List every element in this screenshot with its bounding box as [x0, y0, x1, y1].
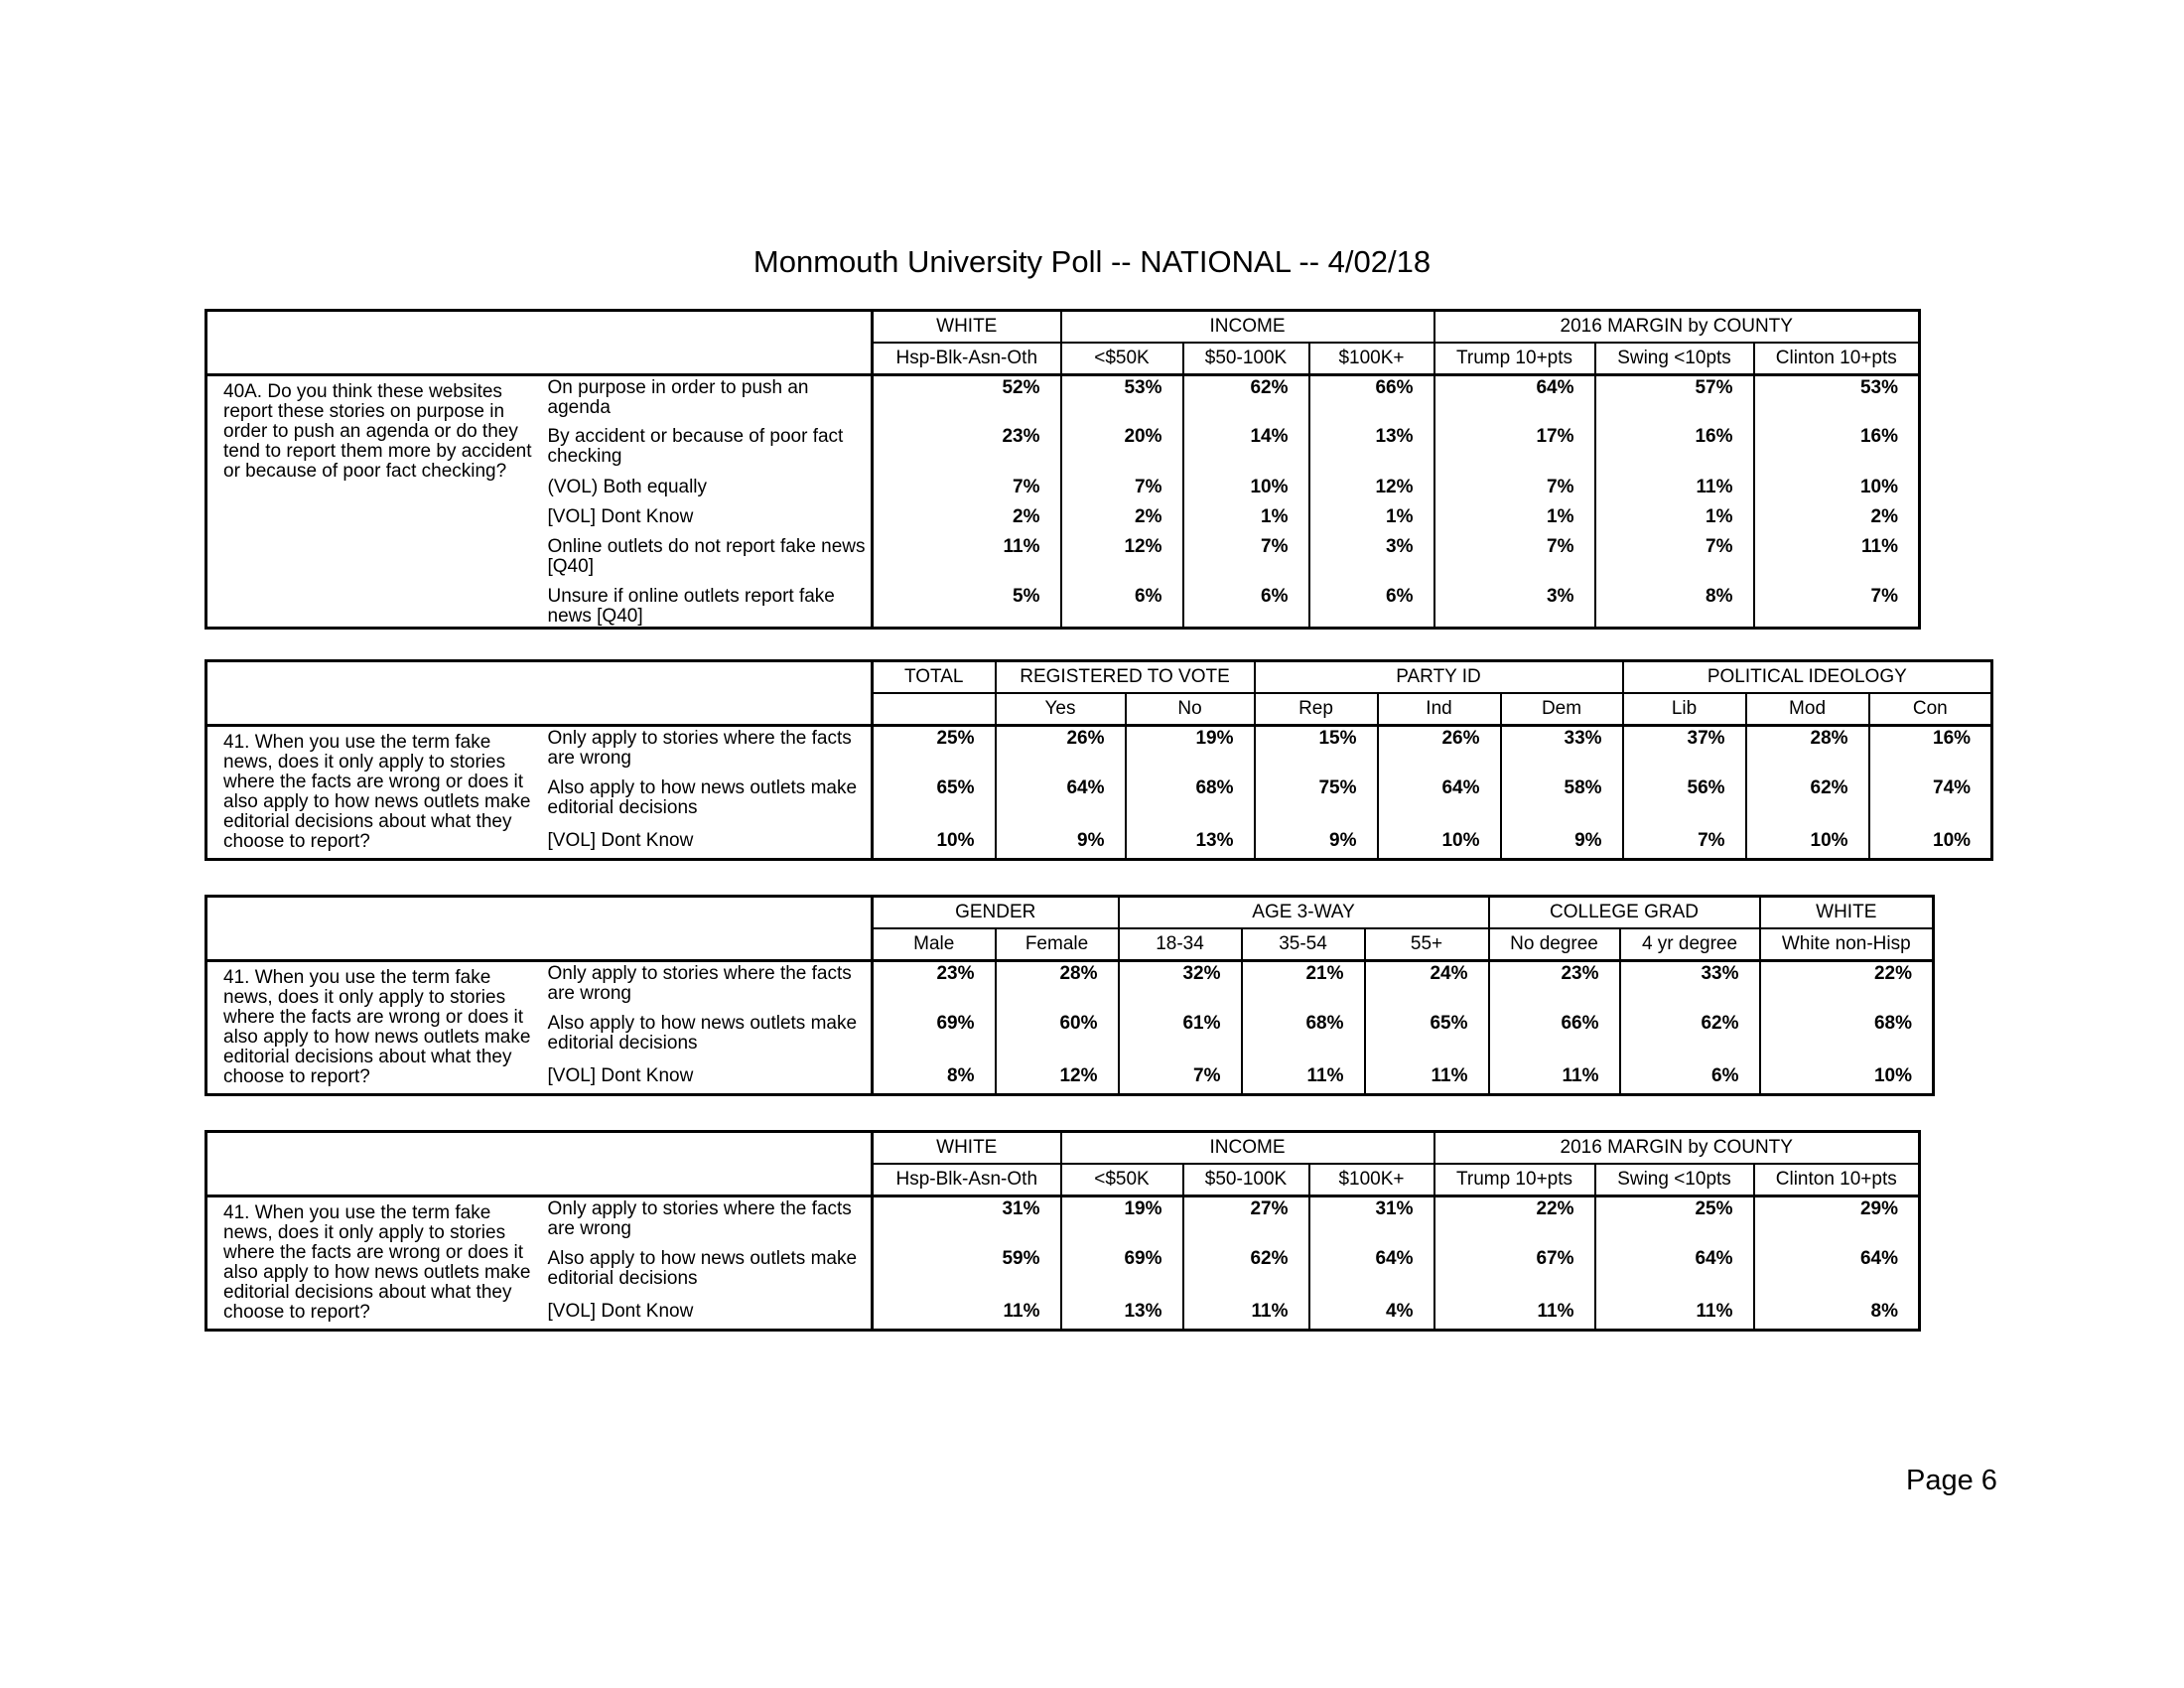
group-header: TOTAL	[873, 661, 996, 694]
value-cell: 10%	[1760, 1064, 1934, 1095]
value-cell: 8%	[873, 1064, 996, 1095]
value-cell: 13%	[1126, 829, 1255, 860]
group-header: INCOME	[1061, 311, 1434, 344]
column-header: <$50K	[1061, 343, 1183, 375]
value-cell: 62%	[1183, 1247, 1309, 1300]
value-cell: 7%	[1119, 1064, 1242, 1095]
value-cell: 10%	[873, 829, 996, 860]
response-option: By accident or because of poor fact checking	[547, 425, 844, 467]
value-cell: 22%	[1434, 1196, 1595, 1248]
value-cell: 62%	[1746, 776, 1869, 829]
table-row	[206, 1196, 1920, 1248]
value-cell: 1%	[1183, 505, 1309, 535]
question-text: 40A. Do you think these websites report these stories on purpose in order to push an agenda or do they tend to report them more by accident or because of poor fact checking?	[223, 381, 532, 482]
value-cell: 7%	[1061, 476, 1183, 505]
value-cell: 28%	[996, 961, 1119, 1013]
value-cell: 75%	[1255, 776, 1378, 829]
value-cell: 66%	[1489, 1012, 1620, 1064]
response-option: Also apply to how news outlets make editorial decisions	[547, 777, 858, 819]
value-cell: 11%	[1489, 1064, 1620, 1095]
value-cell: 64%	[1378, 776, 1501, 829]
value-cell: 1%	[1434, 505, 1595, 535]
group-header-row	[206, 311, 1920, 344]
column-header: Lib	[1623, 693, 1746, 726]
value-cell: 7%	[1434, 535, 1595, 585]
value-cell: 19%	[1061, 1196, 1183, 1248]
value-cell: 9%	[996, 829, 1126, 860]
value-cell: 25%	[873, 726, 996, 777]
value-cell: 7%	[1183, 535, 1309, 585]
column-header: Dem	[1501, 693, 1623, 726]
value-cell: 60%	[996, 1012, 1119, 1064]
value-cell: 56%	[1623, 776, 1746, 829]
value-cell: 6%	[1183, 585, 1309, 629]
value-cell: 1%	[1309, 505, 1434, 535]
value-cell: 29%	[1754, 1196, 1920, 1248]
column-header: No degree	[1489, 928, 1620, 961]
value-cell: 13%	[1061, 1300, 1183, 1331]
response-option: [VOL] Dont Know	[547, 829, 694, 851]
column-header: Swing <10pts	[1595, 1164, 1754, 1196]
value-cell: 19%	[1126, 726, 1255, 777]
column-header: 35-54	[1242, 928, 1365, 961]
response-option: (VOL) Both equally	[547, 476, 708, 497]
value-cell: 68%	[1242, 1012, 1365, 1064]
value-cell: 21%	[1242, 961, 1365, 1013]
value-cell: 11%	[1242, 1064, 1365, 1095]
group-header: AGE 3-WAY	[1119, 897, 1489, 929]
value-cell: 6%	[1309, 585, 1434, 629]
value-cell: 23%	[1489, 961, 1620, 1013]
value-cell: 33%	[1501, 726, 1623, 777]
value-cell: 32%	[1119, 961, 1242, 1013]
column-header: 55+	[1365, 928, 1489, 961]
value-cell: 6%	[1620, 1064, 1760, 1095]
column-header: Con	[1869, 693, 1992, 726]
value-cell: 6%	[1061, 585, 1183, 629]
response-option: [VOL] Dont Know	[547, 1300, 694, 1322]
value-cell: 62%	[1620, 1012, 1760, 1064]
value-cell: 13%	[1309, 425, 1434, 476]
group-header: 2016 MARGIN by COUNTY	[1434, 1132, 1920, 1165]
value-cell: 62%	[1183, 375, 1309, 425]
response-option: Only apply to stories where the facts are wrong	[547, 1198, 852, 1239]
value-cell: 25%	[1595, 1196, 1754, 1248]
column-header: $50-100K	[1183, 1164, 1309, 1196]
value-cell: 15%	[1255, 726, 1378, 777]
value-cell: 11%	[1434, 1300, 1595, 1331]
value-cell: 7%	[1434, 476, 1595, 505]
response-option: On purpose in order to push an agenda	[547, 377, 809, 418]
value-cell: 8%	[1595, 585, 1754, 629]
value-cell: 59%	[873, 1247, 1061, 1300]
group-header: REGISTERED TO VOTE	[996, 661, 1255, 694]
header-blank-cell	[206, 311, 873, 375]
column-header: Hsp-Blk-Asn-Oth	[873, 343, 1061, 375]
column-header: Male	[873, 928, 996, 961]
value-cell: 17%	[1434, 425, 1595, 476]
crosstab-table-4	[205, 1130, 1921, 1332]
column-header: Swing <10pts	[1595, 343, 1754, 375]
value-cell: 11%	[1595, 1300, 1754, 1331]
question-text: 41. When you use the term fake news, does it only apply to stories where the facts are wrong or does it also apply to how news outlets make editorial decisions about what they choose to report?	[223, 732, 531, 852]
value-cell: 11%	[1595, 476, 1754, 505]
value-cell: 52%	[873, 375, 1061, 425]
value-cell: 64%	[1434, 375, 1595, 425]
question-text: 41. When you use the term fake news, does it only apply to stories where the facts are wrong or does it also apply to how news outlets make editorial decisions about what they choose to report?	[223, 1202, 531, 1323]
column-header: Clinton 10+pts	[1754, 343, 1920, 375]
column-header: Hsp-Blk-Asn-Oth	[873, 1164, 1061, 1196]
column-header: $100K+	[1309, 343, 1434, 375]
column-header: White non-Hisp	[1760, 928, 1934, 961]
value-cell: 65%	[1365, 1012, 1489, 1064]
value-cell: 66%	[1309, 375, 1434, 425]
value-cell: 22%	[1760, 961, 1934, 1013]
value-cell: 64%	[1754, 1247, 1920, 1300]
value-cell: 9%	[1501, 829, 1623, 860]
value-cell: 7%	[1595, 535, 1754, 585]
value-cell: 68%	[1126, 776, 1255, 829]
value-cell: 16%	[1595, 425, 1754, 476]
column-header: Female	[996, 928, 1119, 961]
value-cell: 10%	[1746, 829, 1869, 860]
group-header: GENDER	[873, 897, 1119, 929]
column-header	[873, 693, 996, 726]
value-cell: 53%	[1754, 375, 1920, 425]
value-cell: 11%	[1365, 1064, 1489, 1095]
value-cell: 5%	[873, 585, 1061, 629]
value-cell: 16%	[1754, 425, 1920, 476]
value-cell: 10%	[1378, 829, 1501, 860]
value-cell: 61%	[1119, 1012, 1242, 1064]
value-cell: 31%	[1309, 1196, 1434, 1248]
value-cell: 65%	[873, 776, 996, 829]
value-cell: 7%	[873, 476, 1061, 505]
table-row	[206, 726, 1992, 777]
value-cell: 11%	[1183, 1300, 1309, 1331]
value-cell: 3%	[1309, 535, 1434, 585]
group-header: INCOME	[1061, 1132, 1434, 1165]
column-header: 4 yr degree	[1620, 928, 1760, 961]
value-cell: 12%	[1061, 535, 1183, 585]
value-cell: 37%	[1623, 726, 1746, 777]
column-header: Rep	[1255, 693, 1378, 726]
value-cell: 57%	[1595, 375, 1754, 425]
value-cell: 10%	[1754, 476, 1920, 505]
response-option: [VOL] Dont Know	[547, 505, 694, 527]
value-cell: 69%	[1061, 1247, 1183, 1300]
value-cell: 33%	[1620, 961, 1760, 1013]
value-cell: 11%	[873, 1300, 1061, 1331]
column-header: Mod	[1746, 693, 1869, 726]
value-cell: 27%	[1183, 1196, 1309, 1248]
value-cell: 69%	[873, 1012, 996, 1064]
value-cell: 16%	[1869, 726, 1992, 777]
value-cell: 11%	[1754, 535, 1920, 585]
group-header: WHITE	[873, 311, 1061, 344]
crosstab-table-2	[205, 659, 1993, 861]
column-header: $50-100K	[1183, 343, 1309, 375]
group-header: 2016 MARGIN by COUNTY	[1434, 311, 1920, 344]
column-header: Clinton 10+pts	[1754, 1164, 1920, 1196]
value-cell: 7%	[1754, 585, 1920, 629]
group-header-row	[206, 661, 1992, 694]
value-cell: 26%	[1378, 726, 1501, 777]
header-blank-cell	[206, 897, 873, 961]
group-header-row	[206, 1132, 1920, 1165]
value-cell: 8%	[1754, 1300, 1920, 1331]
value-cell: 9%	[1255, 829, 1378, 860]
value-cell: 64%	[1595, 1247, 1754, 1300]
value-cell: 67%	[1434, 1247, 1595, 1300]
value-cell: 12%	[996, 1064, 1119, 1095]
response-option: [VOL] Dont Know	[547, 1064, 694, 1086]
response-option: Unsure if online outlets report fake news [Q40]	[547, 585, 835, 627]
value-cell: 23%	[873, 425, 1061, 476]
column-header: Trump 10+pts	[1434, 1164, 1595, 1196]
value-cell: 3%	[1434, 585, 1595, 629]
value-cell: 4%	[1309, 1300, 1434, 1331]
page-title: Monmouth University Poll -- NATIONAL -- 4/02/18	[752, 244, 1432, 279]
response-option: Only apply to stories where the facts are wrong	[547, 728, 852, 769]
response-option: Only apply to stories where the facts are wrong	[547, 963, 852, 1004]
value-cell: 31%	[873, 1196, 1061, 1248]
value-cell: 58%	[1501, 776, 1623, 829]
group-header: PARTY ID	[1255, 661, 1623, 694]
value-cell: 11%	[873, 535, 1061, 585]
header-blank-cell	[206, 661, 873, 726]
column-header: Yes	[996, 693, 1126, 726]
group-header: WHITE	[873, 1132, 1061, 1165]
response-option: Also apply to how news outlets make editorial decisions	[547, 1013, 858, 1055]
group-header-row	[206, 897, 1934, 929]
response-option: Also apply to how news outlets make editorial decisions	[547, 1248, 858, 1290]
value-cell: 10%	[1869, 829, 1992, 860]
value-cell: 10%	[1183, 476, 1309, 505]
group-header: POLITICAL IDEOLOGY	[1623, 661, 1992, 694]
header-blank-cell	[206, 1132, 873, 1196]
column-header: Ind	[1378, 693, 1501, 726]
column-header: 18-34	[1119, 928, 1242, 961]
value-cell: 26%	[996, 726, 1126, 777]
column-header: <$50K	[1061, 1164, 1183, 1196]
response-option: Online outlets do not report fake news [Q40]	[547, 535, 866, 577]
crosstab-table-1	[205, 309, 1921, 630]
group-header: WHITE	[1760, 897, 1934, 929]
column-header: $100K+	[1309, 1164, 1434, 1196]
table-row	[206, 375, 1920, 425]
question-text: 41. When you use the term fake news, does it only apply to stories where the facts are wrong or does it also apply to how news outlets make editorial decisions about what they choose to report?	[223, 967, 531, 1087]
value-cell: 14%	[1183, 425, 1309, 476]
value-cell: 2%	[873, 505, 1061, 535]
column-header: Trump 10+pts	[1434, 343, 1595, 375]
crosstab-table-3	[205, 895, 1935, 1096]
value-cell: 68%	[1760, 1012, 1934, 1064]
value-cell: 28%	[1746, 726, 1869, 777]
value-cell: 2%	[1061, 505, 1183, 535]
value-cell: 1%	[1595, 505, 1754, 535]
value-cell: 2%	[1754, 505, 1920, 535]
value-cell: 12%	[1309, 476, 1434, 505]
value-cell: 64%	[1309, 1247, 1434, 1300]
group-header: COLLEGE GRAD	[1489, 897, 1760, 929]
value-cell: 64%	[996, 776, 1126, 829]
value-cell: 53%	[1061, 375, 1183, 425]
value-cell: 24%	[1365, 961, 1489, 1013]
table-row	[206, 961, 1934, 1013]
column-header: No	[1126, 693, 1255, 726]
value-cell: 20%	[1061, 425, 1183, 476]
value-cell: 74%	[1869, 776, 1992, 829]
value-cell: 7%	[1623, 829, 1746, 860]
page-number: Page 6	[1906, 1465, 1997, 1496]
value-cell: 23%	[873, 961, 996, 1013]
